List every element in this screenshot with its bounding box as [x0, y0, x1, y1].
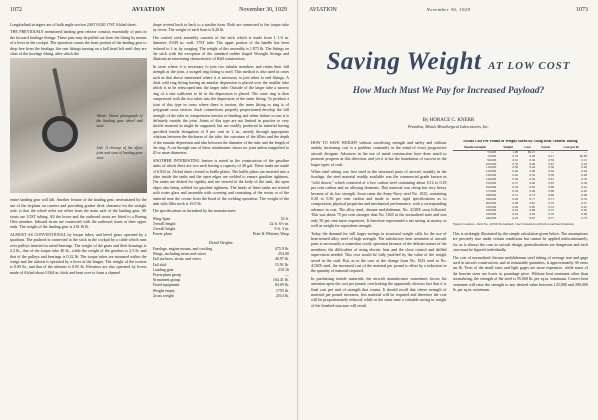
table-cell: 0.24: [512, 212, 519, 217]
table-cell: 0.28: [512, 200, 519, 205]
table-cell: 0.26: [512, 204, 519, 209]
table-cell: 150,000: [485, 181, 497, 186]
photo-caption: Above: Detail photograph of the landing gear wheel and strut.: [96, 114, 143, 128]
weight-row: Armament group 164.41 lb.: [152, 277, 289, 283]
table-cell: 0.53: [581, 196, 587, 201]
cost-table: [453, 140, 589, 227]
table-cell: 0.61: [548, 177, 554, 182]
table-cell: 0.32: [581, 177, 587, 182]
table-cell: 0.29: [512, 196, 519, 201]
weight-row: Gross weight 2514 lb.: [152, 292, 289, 298]
table-cell: 0.21: [548, 153, 554, 158]
magazine-name: AVIATION: [131, 7, 166, 13]
table-cell: 0.69: [548, 192, 554, 197]
right-column-2: [453, 140, 589, 414]
table-cell: 0.77: [548, 216, 554, 221]
page-number: 1072: [10, 7, 22, 13]
paragraph: The cost of normalized chrome molybdenum steel tubing of average size and gage used in aircraft construction, and in reasonable quantities, is approximately 30 cents per lb. Tests of the small sizes and light gages are more expensive, while some of the heavier sizes are lower in poundage price. Without heat treatment other than normalizing, the strength of the steel is 95,000 lb. per sq.in. minimum. Correct heat treatment will raise the strength to any desired value between 125,000 and 200,000 lb. per sq.in. minimum.: [452, 254, 588, 293]
left-column-2: [153, 22, 290, 414]
spec-row: Power plant Pratt & Whitney Wasp: [152, 231, 289, 237]
weights-heading: Detail Weights: [208, 239, 233, 245]
table-cell: 0.72: [548, 200, 554, 205]
table-cell: 210,000: [485, 204, 497, 209]
table-header: Cost: [519, 146, 536, 150]
table-cell: 220,000: [485, 208, 497, 213]
table-cell: 0.23: [512, 216, 519, 221]
table-cell: 170,000: [485, 188, 497, 193]
table-cell: 0.40: [529, 161, 536, 166]
paragraph: When steel tubing was first used in the structural parts of aircraft, notably in the fuselage, the steel material readily available was the commercial grade known as "cold drawn," which consisted of a low carbon steel containing about 0.12 to 0.18 per cent carbon and no alloying elements. This material was cheap but very heavy because of its low strength. Soon came the Army-Navy steel No. 1025, containing 0.20 to 0.30 per cent carbon and made to more rigid specifications as to composition, physical properties and mechanical performance, with a corresponding advance in cost. The alloy steel, chrome molybdenum, No. 4130X soon followed. This was about 75 per cent stronger than No. 1025 in the normalized state and was only 50 per cent more expensive. It therefore represented a net saving in money as well as weight for equivalent strength.: [311, 169, 447, 229]
table-cell: 0.61: [512, 157, 519, 162]
table-cell: 0.57: [581, 200, 587, 205]
table-cell: 55,000: [487, 149, 497, 154]
weight-row: Fixed equipment 84.09 lb.: [152, 282, 289, 288]
table-cell: 0.73: [581, 216, 587, 221]
table-cell: 0.69: [581, 212, 587, 217]
table-cell: 0.89: [529, 208, 536, 213]
table-cell: 230,000: [485, 212, 497, 217]
weight-row: Tail skid 15.91 lb.: [152, 261, 289, 267]
wheel-shape: [42, 116, 78, 152]
table-cell: 0.65: [529, 184, 536, 189]
table-row: [453, 217, 589, 221]
paragraph: entire landing gear will fall. Another feature of the landing gear, necessitated by the use of the airplane on carriers and providing greater deck clearance for the straight axle, is that the wheel axles are offset from the main axle of the landing gear. All struts are 1/2ST tubing. All the lower and the outboard struts are fitted to a Boeing Oleo member. Inboard struts are connected with the outboard struts at their upper ends. The weight of the landing gear is 210.16 lb.: [10, 197, 147, 230]
table-cell: 0.20: [581, 165, 587, 170]
table-cell: 0.85: [529, 204, 536, 209]
table-cell: 0.69: [529, 188, 536, 193]
weight-row: Powerplant group —: [152, 272, 289, 278]
table-cell: 0.97: [529, 216, 536, 221]
table-cell: 0.39: [548, 157, 554, 162]
table-cell: 200,000: [485, 200, 497, 205]
spec-row: Overall length 22 ft. 6½ in.: [152, 221, 289, 227]
byline: [299, 118, 598, 129]
table-cell: 0.45: [581, 188, 587, 193]
article-subtitle: How Much Must We Pay for Increased Payload?: [352, 86, 545, 96]
table-cell: 0.25: [512, 208, 519, 213]
table-notes: Figures in above—Steel No. 4130X Normalized. Cost is based on mill price and heat treatment.: [452, 222, 575, 227]
title-main: Saving Weight: [326, 48, 482, 75]
table-cell: 0.24: [581, 169, 587, 174]
spec-row: Wing Span 33 ft.: [152, 215, 289, 221]
issue-date: November 30, 1929: [239, 7, 287, 13]
table-cell: 0.49: [581, 192, 587, 197]
table-cell: 0.37: [512, 181, 519, 186]
table-cell: 0.75: [548, 208, 554, 213]
table-cell: 0.45: [548, 161, 554, 166]
table-cell: 0.39: [512, 177, 519, 182]
paragraph: ALMOST AS CONVENTIONAL by torque tubes, and bevel gears operated by a quadrant. The pushrod is connected to the stick in the cockpit by a cable which runs over pulleys inserted in metal bearings. The weight of the gears and their housings is 2.2 lb., that of the torque tube 40 lb., while the weight of the gearbox is 2.5 lb. and that of the pulleys and bearings is 0.22 lb. The torque tubes are mounted within the wings and the aileron is operated by a lever at the hinges. The weight of the torsion is 0.09 lb., and that of the ailerons is 0.05 lb. Elevators are also operated by levers made of Alclad about 0.064 in. thick and bent over to form a channel: [10, 231, 147, 275]
table-cell: 0.58: [548, 173, 554, 178]
table-header: Cost per lb.: [555, 146, 588, 150]
table-cell: 0.76: [548, 212, 554, 217]
table-cell: $0.21: [527, 149, 536, 154]
table-cell: 0.65: [581, 208, 587, 213]
table-cell: 130,000: [485, 173, 497, 178]
spec-list: [153, 216, 290, 237]
table-cell: 0.68: [548, 188, 554, 193]
table-cell: 0.31: [512, 192, 519, 197]
weight-row: Weight empty 1755 lb.: [152, 287, 289, 293]
table-title: Actual Cost Per Pound of Weight Saved by Using Heat-Treated Tubing: [463, 140, 578, 143]
author: By HORACE C. KNERR: [422, 118, 475, 123]
paragraph: Today the demand for still larger savings in structural weight calls for the use of heat-treated alloy steel of high strength. The satisfactory heat treatment of aircraft parts is necessarily a somewhat costly operation because of the delicate nature of the members, the difficulties of using electric heat and the close control and skilled supervision needed. This cost would be fully justified by the value of the weight saved in the craft. But, as in the case of the change from No. 1025 steel to No. 4130X steel, the increased cost of the material per pound is offset by a reduction in the quantity of material required.: [311, 230, 447, 274]
table-cell: 0.46: [512, 169, 519, 174]
weight-row: Tail surfaces, struts, and wires 40.97 lb.: [152, 256, 289, 262]
table-cell: 0.42: [512, 173, 519, 178]
table-cell: 0.71: [548, 196, 554, 201]
table-cell: 0.61: [581, 204, 587, 209]
table-cell: 0.16: [581, 161, 587, 166]
table-cell: —: [550, 149, 554, 154]
table-cell: 0.63: [548, 181, 554, 186]
table-cell: 0.50: [512, 165, 519, 170]
table-cell: 1.00: [512, 149, 519, 154]
table-cell: 0.52: [529, 173, 536, 178]
data-table: [453, 146, 589, 221]
table-cell: $0.09: [579, 153, 587, 158]
table-cell: 0.13: [581, 157, 587, 162]
paragraph: In cases where it is necessary to join two tubular members and retain their full strength at the joint, a swaged ring fitting is used. This method is also used in cases such as that above mentioned where it is necessary to join tubes to end fittings. A thick wall ring fitting having an annular depression is placed over the smaller tube which is to be telescoped into the larger tube. Outside of the larger tube a narrow ring of a size sufficient to fit in the depression is placed. The outer ring is then compressed with the two tubes into the depression of the inner fitting. To produce a joint of this type in cases where there is torsion, the inner fitting or ring is of polygonal cross section. Such connections properly proportioned develop the full strength of the tube in compression tension or bending and when failure occurs it is definitely outside the joint. Joints of this type are not limited in practice to very ductile material as might be supposed, but are readily produced in material having specified tensile elongation of 8 per cent in 2 in., merely through appropriate relations between the thickness of the tube, the curvature of the fillets and the depth of the annular depression and also between the diameter of the tube and the length of the ring. A cut through one of these attachments shows no joint unless magnified to 20 or more diameters.: [152, 63, 289, 156]
table-cell: 0.34: [512, 184, 519, 189]
magazine-name: AVIATION: [309, 7, 337, 13]
table-cell: 120,000: [485, 169, 497, 174]
table-cell: 90,000: [487, 157, 497, 162]
table-cell: 100,000: [485, 161, 497, 166]
table-cell: 0.79: [512, 153, 519, 158]
table-header: Saved: [536, 146, 555, 150]
table-cell: 0.77: [529, 196, 536, 201]
landing-gear-photo: [10, 58, 147, 193]
paragraph: The specifications as furnished by the manufacturer:: [152, 208, 237, 214]
left-page: [0, 0, 298, 420]
issue-date: November 30, 1929: [426, 7, 471, 12]
left-columns: [10, 22, 289, 414]
table-cell: 190,000: [485, 196, 497, 201]
table-cell: 0.74: [548, 204, 554, 209]
table-cell: 0.55: [512, 161, 519, 166]
right-column-1: [311, 140, 447, 414]
right-running-head: [299, 7, 598, 13]
table-cell: 0.28: [529, 153, 536, 158]
table-header: Tensile Strength: [453, 146, 498, 150]
paragraph: shape riveted back to back to a similar form. Both are connected to the torque tube by rivets. The weight of each horn is 0.26 lb.: [152, 22, 289, 33]
table-cell: 0.54: [548, 169, 554, 174]
paragraph: This is strikingly illustrated by the simple calculation given below. The assumptions are precisely true under certain conditions but cannot be applied indiscriminately, for, as is always the case in aircraft design, generalizations are dangerous and each case must be figured individually.: [452, 231, 588, 253]
paragraph: Longitudinal stringers are of bulb angle section 24ST 0.020 17ST Alclad sheet.: [10, 22, 137, 27]
table-cell: 140,000: [485, 177, 497, 182]
table-cell: 180,000: [485, 192, 497, 197]
table-cell: 0.32: [512, 188, 519, 193]
page-number: 1073: [576, 7, 588, 13]
title-small: AT LOW COST: [488, 60, 571, 72]
table-cell: 0.50: [548, 165, 554, 170]
table-cell: 0.66: [548, 184, 554, 189]
table-cell: 0.73: [529, 192, 536, 197]
table-cell: 0.81: [529, 200, 536, 205]
left-column-1: [10, 22, 147, 414]
author-affiliation: President, Metals Metallurgical Laboratories, Inc.: [408, 124, 489, 129]
paragraph: In purchasing tensile materials, the aircraft manufacturer sometimes favors his attention upon the cost per pound, overlooking the apparently obvious fact that it is final cost per unit of strength that counts. It should recall that where strength of material per pound increases, less material will be required and therefore the cost will be proportionately reduced, while at the same time a valuable saving in weight of the finished structure will result.: [311, 275, 447, 308]
table-cell: 240,000: [485, 216, 497, 221]
table-cell: 70,000: [487, 153, 497, 158]
table-cell: —: [583, 149, 587, 154]
table-cell: 0.36: [581, 181, 587, 186]
paragraph: The control stick assembly consists of the stick which is made from 1 1/4 in. diameter, 0.049 in. wall, 17ST tube. The upper portion of the handle has been reduced to 1 in. by swaging. The weight of this assembly is 1.875 lb. The fittings on the stick with the exception of the standard rudder forged Wrought fittings and illustrate an interesting characteristic of Hall construction.: [152, 34, 289, 62]
table-cell: 160,000: [485, 184, 497, 189]
table-header: Weight: [497, 146, 519, 150]
paragraph: THE PREVIOUSLY mentioned landing gear release consists essentially of pins in the forward fuselage fittings. These pins may be pulled out from the fitting by means of a lever in the cockpit. The operation causes the front portion of the landing gear to drop free from the fuselage, the rear fittings turning on a ball head felt until they are clear of the fuselage fitting, after which the: [10, 29, 147, 57]
weights-list: [153, 246, 290, 298]
table-cell: 0.56: [529, 177, 536, 182]
table-cell: 0.44: [529, 165, 536, 170]
table-cell: 0.41: [581, 184, 587, 189]
weight-row: Fuselage, engine mount, and cowling 475.9 lb.: [152, 246, 289, 252]
left-running-head: [0, 7, 297, 13]
weight-row: Wings, including struts and wires 254.00: [152, 251, 289, 257]
table-cell: 0.48: [529, 169, 536, 174]
table-cell: 0.28: [581, 173, 587, 178]
table-body: [453, 150, 589, 221]
table-cell: 0.36: [529, 157, 536, 162]
strut-shape: [52, 69, 67, 124]
article-title: [299, 48, 598, 76]
right-columns: [311, 140, 588, 414]
right-page: [299, 0, 598, 420]
table-cell: 110,000: [485, 165, 497, 170]
weight-row: Landing gear 210.16: [152, 266, 289, 272]
paragraph: ANOTHER INTERESTING feature is noted in the construction of the gasoline tanks of which there are two each having a capacity of 40 gal. These tanks are made of 0.032 in. Alclad sheet riveted to baffle plates. The baffle plates are inserted into a plate inside the tanks and the open edges are welded to ensure gasoline tightness. The tanks are dished for rigidity and are stowed to the body of the tank, the open edges also being welded for gasoline tightness. The heads of these tanks are riveted with water glass and assemble with covering and consisting of the resins or of the material near the crown from the head of the welding operation. The weight of the tank with filler neck is 16.9 lb.: [152, 157, 289, 206]
table-cell: 0.93: [529, 212, 536, 217]
paragraph: HOW TO SAVE WEIGHT without sacrificing strength and safety and without unduly increasing cost is a problem constantly in the mind of every progressive aircraft designer. Advances in the use of metal construction have done much to promote progress in this direction, and yet it is but the foundation of success in the larger types of craft.: [311, 140, 447, 167]
table-cell: 0.60: [529, 181, 536, 186]
photo-caption: Left: A closeup of the offset joint and strut of landing gear strut.: [96, 146, 143, 160]
spec-row: Overall height 9 ft. 3 in.: [152, 226, 289, 232]
